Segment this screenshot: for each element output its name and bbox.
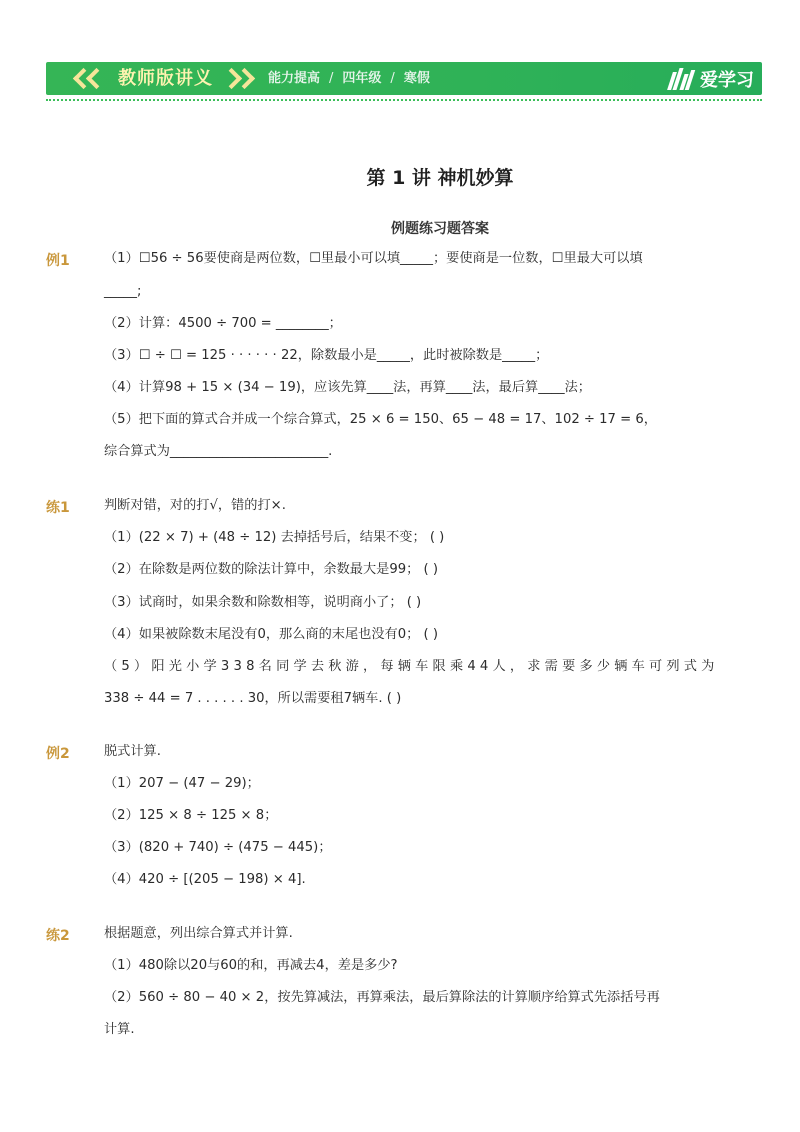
header-banner xyxy=(46,62,762,95)
question-line: 338 ÷ 44 = 7 . . . . . . 30，所以需要租7辆车. ( ) xyxy=(104,691,402,706)
page-subtitle: 例题练习题答案 xyxy=(391,221,489,237)
question-line: 判断对错，对的打√，错的打×. xyxy=(104,498,286,513)
page-title: 第 1 讲 神机妙算 xyxy=(366,167,514,189)
question-line: （4）计算98 + 15 × (34 − 19)，应该先算____法，再算____法，最后算____法； xyxy=(104,380,591,395)
header-divider xyxy=(46,99,762,101)
question-line: （3）试商时，如果余数和除数相等，说明商小了； ( ) xyxy=(104,595,422,610)
question-line: （1）480除以20与60的和，再减去4，差是多少? xyxy=(104,958,398,973)
section-tag-li1: 例1 xyxy=(46,253,70,269)
question-line: （3）☐ ÷ ☐ = 125 · · · · · · 22，除数最小是_____，此时被除数是_____； xyxy=(104,348,549,363)
section-tag-li2: 例2 xyxy=(46,746,70,762)
breadcrumb-item: 寒假 xyxy=(403,71,430,86)
question-line: （2）560 ÷ 80 − 40 × 2，按先算减法，再算乘法，最后算除法的计算顺序给算式先添括号再 xyxy=(104,990,660,1005)
double-chevron-right-icon xyxy=(224,62,250,95)
question-line: 计算. xyxy=(104,1022,135,1037)
logo-mark-icon xyxy=(670,68,694,90)
question-line: （4）如果被除数末尾没有0，那么商的末尾也没有0； ( ) xyxy=(104,627,438,642)
header-title: 教师版讲义 xyxy=(118,68,213,89)
question-line: （1）(22 × 7) + (48 ÷ 12) 去掉括号后，结果不变； ( ) xyxy=(104,530,445,545)
logo-text: 爱学习 xyxy=(700,69,754,91)
question-line: （2）125 × 8 ÷ 125 × 8； xyxy=(104,808,278,823)
question-line: （2）计算：4500 ÷ 700 = ________； xyxy=(104,316,342,331)
question-line: （1）☐56 ÷ 56要使商是两位数，☐里最小可以填_____；要使商是一位数，☐里最大可以填 xyxy=(104,251,643,266)
question-line: （1）207 − (47 − 29)； xyxy=(104,776,260,791)
breadcrumb-item: 能力提高 xyxy=(268,71,321,86)
question-line: 脱式计算. xyxy=(104,744,161,759)
question-line: （5）把下面的算式合并成一个综合算式，25 × 6 = 150、65 − 48 = 17、102 ÷ 17 = 6， xyxy=(104,412,657,427)
breadcrumb: 能力提高 / 四年级 / 寒假 xyxy=(268,71,430,86)
double-chevron-left-icon xyxy=(76,62,102,95)
question-line: _____; xyxy=(104,284,142,299)
question-line: 综合算式为________________________. xyxy=(104,444,333,459)
section-tag-lian2: 练2 xyxy=(46,928,70,944)
question-line: （2）在除数是两位数的除法计算中，余数最大是99； ( ) xyxy=(104,562,438,577)
breadcrumb-item: 四年级 xyxy=(342,71,382,86)
logo xyxy=(670,65,754,92)
question-line: （4）420 ÷ [(205 − 198) × 4]. xyxy=(104,872,306,887)
section-tag-lian1: 练1 xyxy=(46,500,70,516)
question-line: （3）(820 + 740) ÷ (475 − 445)； xyxy=(104,840,332,855)
question-line: （5）阳光小学338名同学去秋游，每辆车限乘44人，求需要多少辆车可列式为 xyxy=(104,659,719,674)
question-line: 根据题意，列出综合算式并计算. xyxy=(104,926,293,941)
